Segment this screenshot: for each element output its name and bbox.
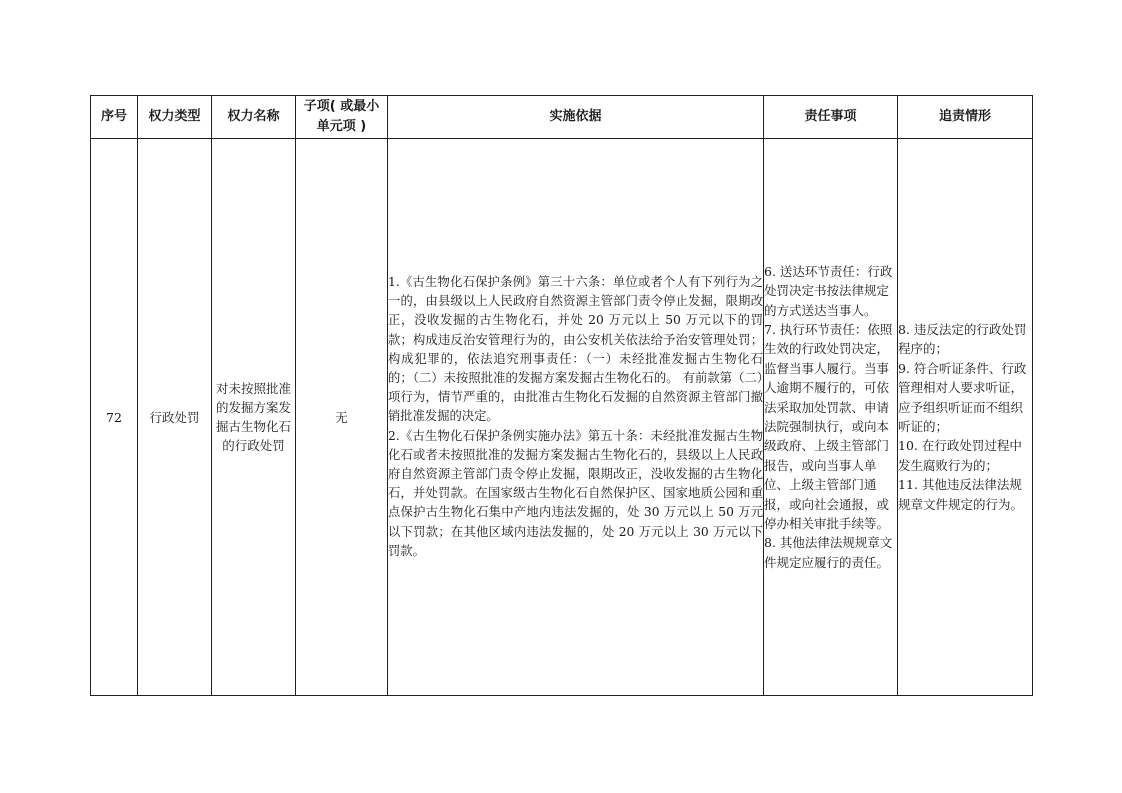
header-basis: 实施依据	[388, 96, 764, 139]
responsibility-item-8: 8. 其他法律法规规章文件规定应履行的责任。	[764, 535, 893, 570]
responsibility-item-7: 7. 执行环节责任：依照生效的行政处罚决定，监督当事人履行。当事人逾期不履行的，可依法采取加处罚款、申请法院强制执行，或向本级政府、上级主管部门报告，或向当事人单位、上级主管部门通报，或向社会通报，或停办相关审批手续等。	[764, 321, 893, 532]
header-sub-item-line2: 单元项 )	[316, 119, 367, 134]
accountability-item-10: 10. 在行政处罚过程中发生腐败行为的；	[898, 438, 1022, 473]
responsibility-cell	[764, 139, 898, 696]
accountability-item-9: 9. 符合听证条件、行政管理相对人要求听证，应予组织听证而不组织听证的；	[898, 360, 1027, 434]
basis-paragraph-1: 1.《古生物化石保护条例》第三十六条：单位或者个人有下列行为之一的，由县级以上人民政府自然资源主管部门责令停止发掘，限期改正，没收发掘的古生物化石，并处 20 万元以上 50 万元以下的罚款；构成违反治安管理行为的，由公安机关依法给予治安管理处罚；构成犯罪的，依法追究刑事责任：（一）未经批准发掘古生物化石的；（二）未按照批准的发掘方案发掘古生物化石的。 有前款第（二）项行为，情节严重的，由批准古生物化石发掘的自然资源主管部门撤销批准发掘的决定。	[388, 274, 763, 424]
basis-paragraph-2: 2.《古生物化石保护条例实施办法》第五十条：未经批准发掘古生物化石或者未按照批准的发掘方案发掘古生物化石的，县级以上人民政府自然资源主管部门责令停止发掘，限期改正，没收发掘的古生物化石，并处罚款。在国家级古生物化石自然保护区、国家地质公园和重点保护古生物化石集中产地内违法发掘的，处 30 万元以上 50 万元以下罚款；在其他区域内违法发掘的，处 20 万元以上 30 万元以下罚款。	[388, 428, 763, 558]
header-power-type: 权力类型	[138, 96, 212, 139]
power-type-cell: 行政处罚	[138, 139, 212, 696]
power-name-cell: 对未按照批准的发掘方案发掘古生物化石的行政处罚	[212, 139, 296, 696]
header-seq: 序号	[91, 96, 138, 139]
basis-cell	[388, 139, 764, 696]
header-responsibility: 责任事项	[764, 96, 898, 139]
header-sub-item	[296, 96, 388, 139]
header-accountability: 追责情形	[898, 96, 1033, 139]
seq-cell: 72	[91, 139, 138, 696]
power-list-table	[90, 95, 1033, 696]
accountability-cell	[898, 139, 1033, 696]
header-sub-item-line1: 子项( 或最小	[303, 99, 380, 114]
sub-item-cell: 无	[296, 139, 388, 696]
header-row	[91, 96, 1033, 139]
table-row	[91, 139, 1033, 696]
header-power-name: 权力名称	[212, 96, 296, 139]
responsibility-item-6: 6. 送达环节责任：行政处罚决定书按法律规定的方式送达当事人。	[764, 263, 893, 318]
accountability-item-11: 11. 其他违反法律法规规章文件规定的行为。	[898, 477, 1024, 512]
accountability-item-8: 8. 违反法定的行政处罚程序的；	[898, 321, 1027, 357]
